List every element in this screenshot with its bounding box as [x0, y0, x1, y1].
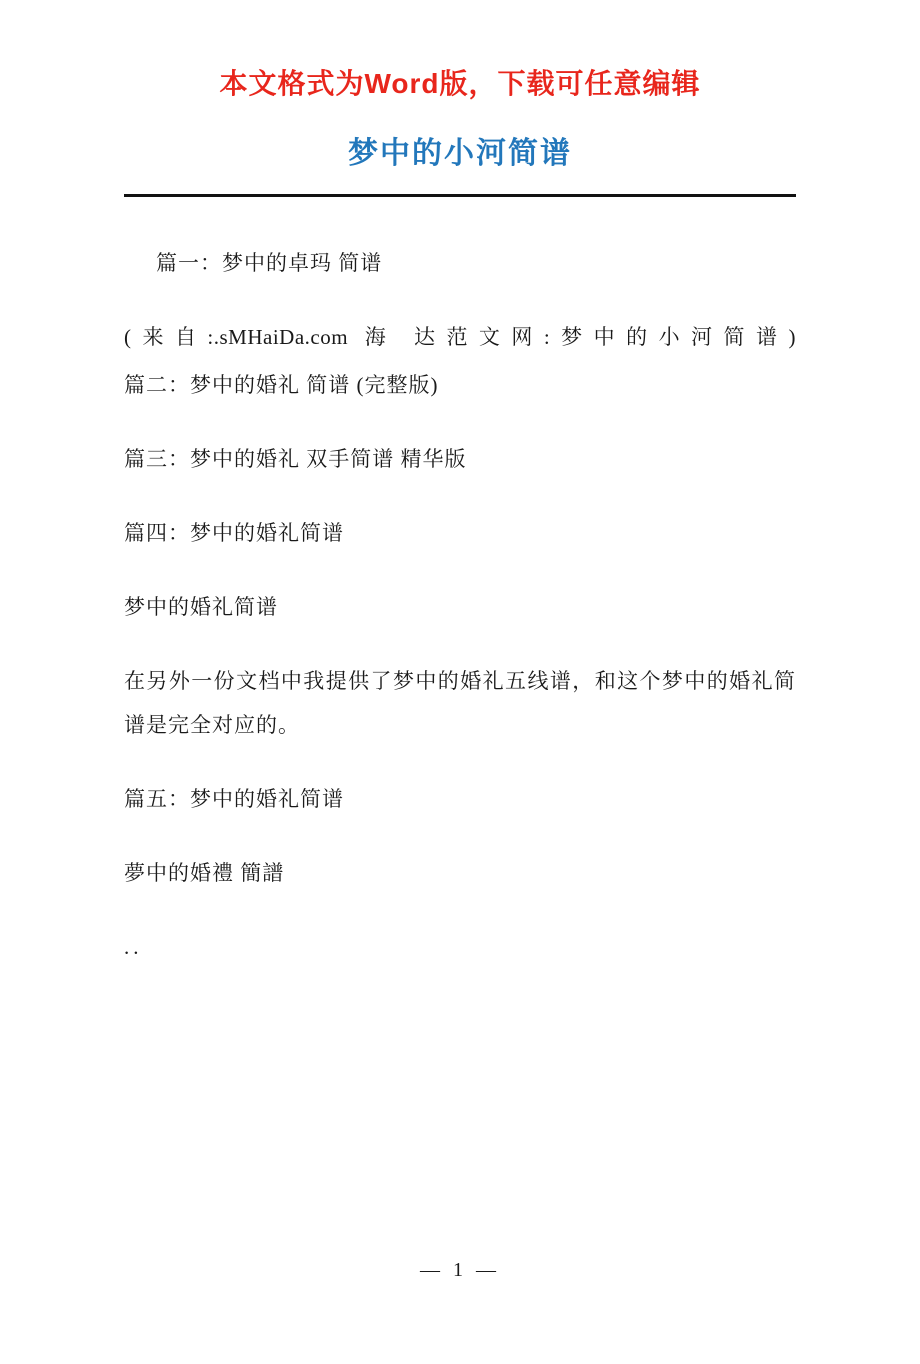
word-format-banner: 本文格式为Word版，下载可任意编辑	[219, 68, 701, 99]
paragraph-section-1: 篇一：梦中的卓玛 简谱	[156, 251, 383, 275]
document-page	[0, 62, 920, 1364]
paragraph-section-4: 篇四：梦中的婚礼简谱	[124, 521, 344, 545]
paragraph-ellipsis: ..	[124, 935, 143, 959]
paragraph-traditional-title: 夢中的婚禮 簡譜	[124, 861, 285, 885]
paragraph-description: 在另外一份文档中我提供了梦中的婚礼五线谱，和这个梦中的婚礼简谱是完全对应的。	[124, 669, 796, 737]
paragraph-heading-wedding-score: 梦中的婚礼简谱	[124, 595, 278, 619]
paragraph-source-note: (来自:.sMHaiDa.com 海 达范文网:梦中的小河简谱)	[124, 325, 796, 349]
paragraph-section-2: 篇二：梦中的婚礼 简谱 (完整版)	[124, 373, 439, 397]
document-content	[124, 197, 796, 969]
paragraph-section-5: 篇五：梦中的婚礼简谱	[124, 787, 344, 811]
paragraph-section-3: 篇三：梦中的婚礼 双手简谱 精华版	[124, 447, 467, 471]
page-number: — 1 —	[420, 1259, 500, 1281]
page-title: 梦中的小河简谱	[348, 137, 572, 170]
